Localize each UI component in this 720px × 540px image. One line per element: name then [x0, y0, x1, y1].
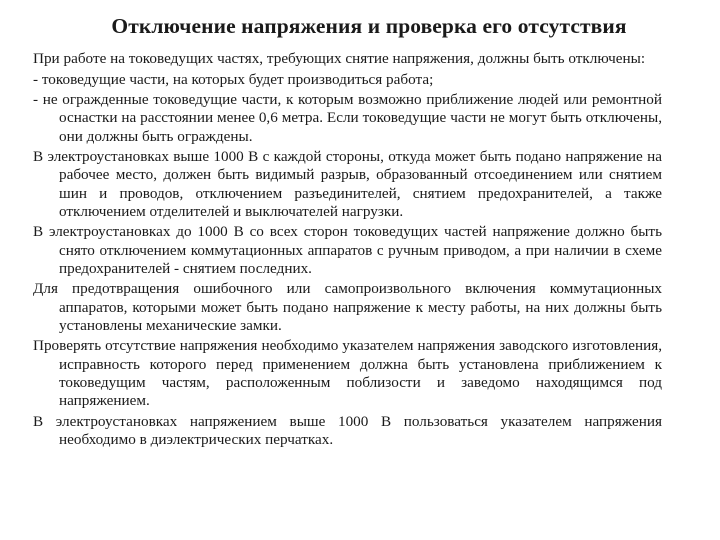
paragraph-gloves: В электроустановках напряжением выше 1000 В пользоваться указателем напряжения необходимо в диэлектрических перчатках.	[33, 412, 662, 448]
paragraph-up-to-1000v: В электроустановках до 1000 В со всех сторон токоведущих частей напряжение должно быть снято отключением коммутационных аппаратов с ручным приводом, а при наличии в схеме предохранителей - снятием последних.	[33, 223, 662, 277]
slide-body	[33, 50, 662, 451]
paragraph-mechanical-locks: Для предотвращения ошибочного или самопроизвольного включения коммутационных аппаратов, которыми может быть подано напряжение к месту работы, на них должны быть установлены механические замки.	[33, 280, 662, 334]
slide-title: Отключение напряжения и проверка его отсутствия	[111, 14, 627, 38]
paragraph-above-1000v: В электроустановках выше 1000 В с каждой стороны, откуда может быть подано напряжение на рабочее место, должен быть видимый разрыв, образованный отсоединением или снятием шин и проводов, отключением разъединителей, снятием предохранителей, а также отключением отделителей и выключателей нагрузки.	[33, 148, 662, 220]
paragraph-voltage-check: Проверять отсутствие напряжения необходимо указателем напряжения заводского изготовления, исправность которого перед применением должна быть установлена приближением к токоведущим частям, расположенным поблизости и заведомо находящимся под напряжением.	[33, 337, 662, 409]
paragraph-item-1: - токоведущие части, на которых будет производиться работа;	[33, 70, 434, 88]
paragraph-item-2: - не огражденные токоведущие части, к которым возможно приближение людей или ремонтной оснастки на расстоянии менее 0,6 метра. Если токоведущие части не могут быть отключены, они должны быть ограждены.	[33, 91, 662, 145]
paragraph-intro: При работе на токоведущих частях, требующих снятие напряжения, должны быть отключены:	[33, 50, 646, 67]
